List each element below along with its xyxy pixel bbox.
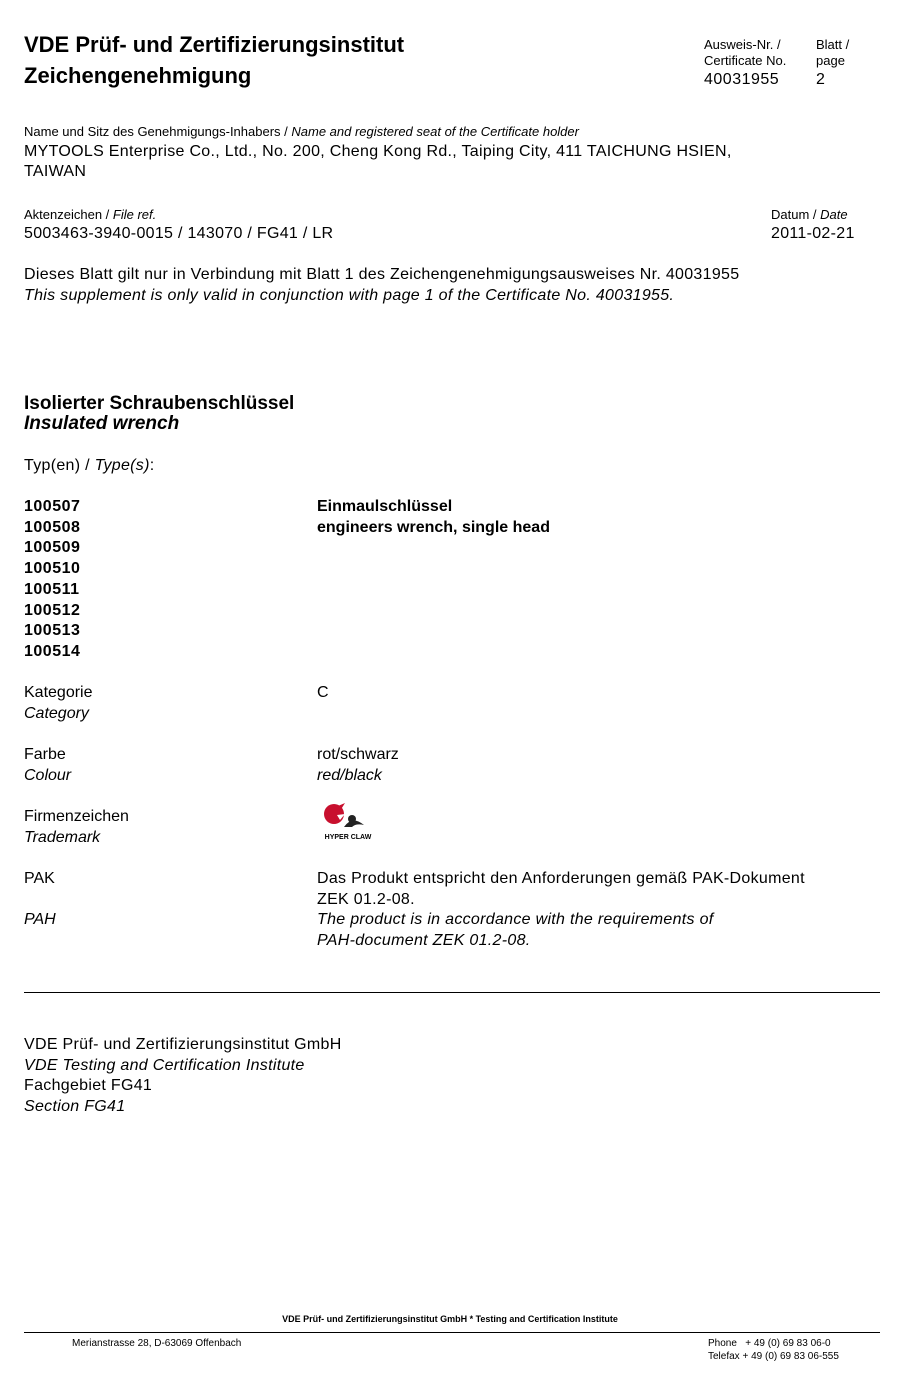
pak-text-de-1: Das Produkt entspricht den Anforderungen gemäß PAK-Dokument — [317, 870, 805, 887]
holder-line-2: TAIWAN — [24, 163, 87, 180]
colour-label-en: Colour — [24, 767, 72, 784]
hyper-claw-logo — [318, 801, 378, 843]
signature-line-2: VDE Testing and Certification Institute — [24, 1057, 305, 1074]
file-ref-label-en: File ref. — [112, 207, 157, 222]
pak-label-en: PAH — [24, 911, 56, 928]
holder-label-en: Name and registered seat of the Certificate holder — [291, 124, 579, 139]
document-title: Zeichengenehmigung — [24, 63, 252, 88]
date-label-en: Date — [820, 207, 848, 222]
types-list — [24, 497, 80, 663]
footer-fax: Telefax + 49 (0) 69 83 06-555 — [708, 1351, 839, 1362]
notice-de: Dieses Blatt gilt nur in Verbindung mit Blatt 1 des Zeichengenehmigungsausweises Nr. 40031955 — [24, 266, 740, 283]
cert-label-de: Ausweis-Nr. / — [704, 37, 781, 52]
types-label-en: Type(s) — [94, 457, 150, 474]
type-item: 100513 — [24, 622, 81, 640]
type-item: 100509 — [24, 539, 81, 557]
footer-institute: VDE Prüf- und Zertifizierungsinstitut GmbH * Testing and Certification Institute — [282, 1314, 618, 1324]
page-label-de: Blatt / — [816, 37, 850, 52]
holder-label-de: Name und Sitz des Genehmigungs-Inhabers / — [24, 124, 292, 139]
divider-rule — [24, 992, 880, 993]
cert-label-en: Certificate No. — [704, 53, 787, 68]
product-desc-de: Einmaulschlüssel — [317, 498, 453, 515]
category-value: C — [317, 684, 329, 701]
category-label-en: Category — [24, 705, 89, 722]
types-label-colon: : — [149, 457, 155, 474]
pak-label-de: PAK — [24, 870, 55, 887]
date-label — [771, 207, 848, 222]
type-item: 100511 — [24, 580, 80, 598]
colour-value-en: red/black — [317, 767, 382, 784]
types-label — [24, 457, 154, 475]
product-desc-en: engineers wrench, single head — [317, 519, 550, 536]
type-item: 100507 — [24, 498, 81, 515]
signature-line-1: VDE Prüf- und Zertifizierungsinstitut GmbH — [24, 1036, 342, 1053]
logo-text: HYPER CLAW — [324, 834, 372, 841]
product-title-en: Insulated wrench — [24, 413, 180, 434]
footer-rule — [24, 1332, 880, 1333]
types-label-de: Typ(en) / — [24, 457, 95, 474]
page-label-en: page — [816, 53, 845, 68]
date-value: 2011-02-21 — [771, 225, 855, 242]
page-number: 2 — [816, 71, 825, 88]
product-title-de: Isolierter Schraubenschlüssel — [24, 393, 295, 414]
trademark-label-de: Firmenzeichen — [24, 808, 129, 825]
signature-line-4: Section FG41 — [24, 1098, 126, 1115]
colour-label-de: Farbe — [24, 746, 66, 763]
holder-label — [24, 124, 579, 139]
type-item: 100512 — [24, 601, 81, 619]
footer-phone: Phone + 49 (0) 69 83 06-0 — [708, 1338, 831, 1349]
footer-address: Merianstrasse 28, D-63069 Offenbach — [72, 1338, 242, 1349]
signature-line-3: Fachgebiet FG41 — [24, 1077, 153, 1094]
type-item: 100508 — [24, 518, 81, 536]
colour-value-de: rot/schwarz — [317, 746, 399, 763]
pak-text-de-2: ZEK 01.2-08. — [317, 891, 415, 908]
trademark-label-en: Trademark — [24, 829, 101, 846]
pak-text-en-1: The product is in accordance with the requirements of — [317, 911, 714, 928]
date-label-de: Datum / — [771, 207, 821, 222]
category-label-de: Kategorie — [24, 684, 93, 701]
institute-title: VDE Prüf- und Zertifizierungsinstitut — [24, 32, 405, 57]
file-ref-label-de: Aktenzeichen / — [24, 207, 113, 222]
type-item: 100510 — [24, 560, 81, 578]
file-ref-value: 5003463-3940-0015 / 143070 / FG41 / LR — [24, 225, 334, 242]
holder-line-1: MYTOOLS Enterprise Co., Ltd., No. 200, Cheng Kong Rd., Taiping City, 411 TAICHUNG HSIEN, — [24, 143, 732, 160]
pak-text-en-2: PAH-document ZEK 01.2-08. — [317, 932, 531, 949]
cert-number: 40031955 — [704, 71, 780, 88]
type-item: 100514 — [24, 642, 81, 660]
file-ref-label — [24, 207, 156, 222]
notice-en: This supplement is only valid in conjunction with page 1 of the Certificate No. 40031955. — [24, 287, 675, 304]
